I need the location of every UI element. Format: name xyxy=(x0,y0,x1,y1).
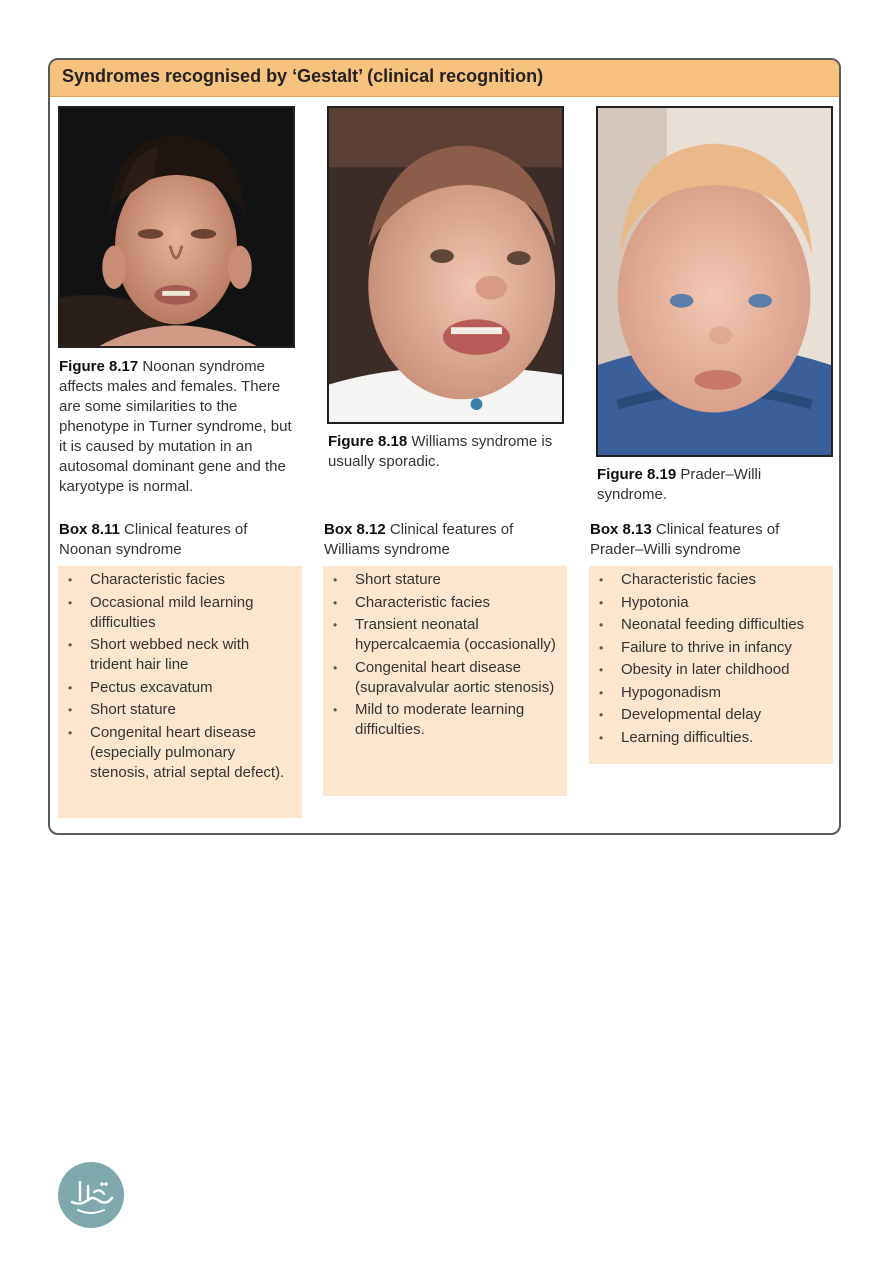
prader-willi-caption-text: Prader–Willi syndrome. xyxy=(597,466,762,503)
list-item: • Obesity in later childhood xyxy=(597,660,825,680)
list-item: • Occasional mild learning difficulties xyxy=(66,593,294,633)
noonan-features-list xyxy=(66,570,294,783)
list-item: • Characteristic facies xyxy=(331,593,559,613)
williams-figure-label: Figure 8.18 xyxy=(328,433,408,450)
list-item: • Characteristic facies xyxy=(597,570,825,590)
list-item: • Short stature xyxy=(66,700,294,720)
prader-willi-figure-label: Figure 8.19 xyxy=(597,466,677,483)
williams-box-title xyxy=(324,520,564,560)
prader-willi-box-title-text: Clinical features of Prader–Willi syndrome xyxy=(590,521,780,558)
list-item: • Transient neonatal hypercalcaemia (occasionally) xyxy=(331,615,559,655)
noonan-box-title xyxy=(59,520,299,560)
williams-features-list xyxy=(331,570,559,740)
list-item: • Failure to thrive in infancy xyxy=(597,638,825,658)
list-item: • Neonatal feeding difficulties xyxy=(597,615,825,635)
noonan-caption xyxy=(59,357,295,497)
noonan-box-title-text: Clinical features of Noonan syndrome xyxy=(59,521,248,558)
noonan-features-box xyxy=(58,566,302,818)
prader-willi-box-title xyxy=(590,520,830,560)
panel-header xyxy=(50,60,839,97)
noonan-photo xyxy=(58,106,295,348)
williams-box-label: Box 8.12 xyxy=(324,521,386,538)
prader-willi-features-box xyxy=(589,566,833,764)
list-item: • Developmental delay xyxy=(597,705,825,725)
noonan-figure-label: Figure 8.17 xyxy=(59,358,139,375)
list-item: • Hypotonia xyxy=(597,593,825,613)
list-item: • Short webbed neck with trident hair line xyxy=(66,635,294,675)
williams-caption xyxy=(328,432,564,472)
list-item: • Congenital heart disease (especially pulmonary stenosis, atrial septal defect). xyxy=(66,723,294,783)
prader-willi-features-list xyxy=(597,570,825,748)
list-item: • Learning difficulties. xyxy=(597,728,825,748)
prader-willi-photo xyxy=(596,106,833,457)
list-item: • Characteristic facies xyxy=(66,570,294,590)
williams-caption-text: Williams syndrome is usually sporadic. xyxy=(328,433,553,470)
panel-title: Syndromes recognised by ‘Gestalt’ (clinical recognition) xyxy=(62,66,544,86)
williams-features-box xyxy=(323,566,567,796)
prader-willi-caption xyxy=(597,465,833,505)
list-item: • Congenital heart disease (supravalvular aortic stenosis) xyxy=(331,658,559,698)
williams-photo xyxy=(327,106,564,424)
calligraphy-logo xyxy=(58,1162,124,1228)
list-item: • Short stature xyxy=(331,570,559,590)
noonan-caption-text: Noonan syndrome affects males and females. There are some similarities to the phenotype in Turner syndrome, but it is caused by mutation in an autosomal dominant gene and the karyotype is normal. xyxy=(59,358,292,495)
list-item: • Hypogonadism xyxy=(597,683,825,703)
noonan-box-label: Box 8.11 xyxy=(59,521,120,538)
prader-willi-box-label: Box 8.13 xyxy=(590,521,652,538)
williams-box-title-text: Clinical features of Williams syndrome xyxy=(324,521,514,558)
list-item: • Mild to moderate learning difficulties. xyxy=(331,700,559,740)
list-item: • Pectus excavatum xyxy=(66,678,294,698)
